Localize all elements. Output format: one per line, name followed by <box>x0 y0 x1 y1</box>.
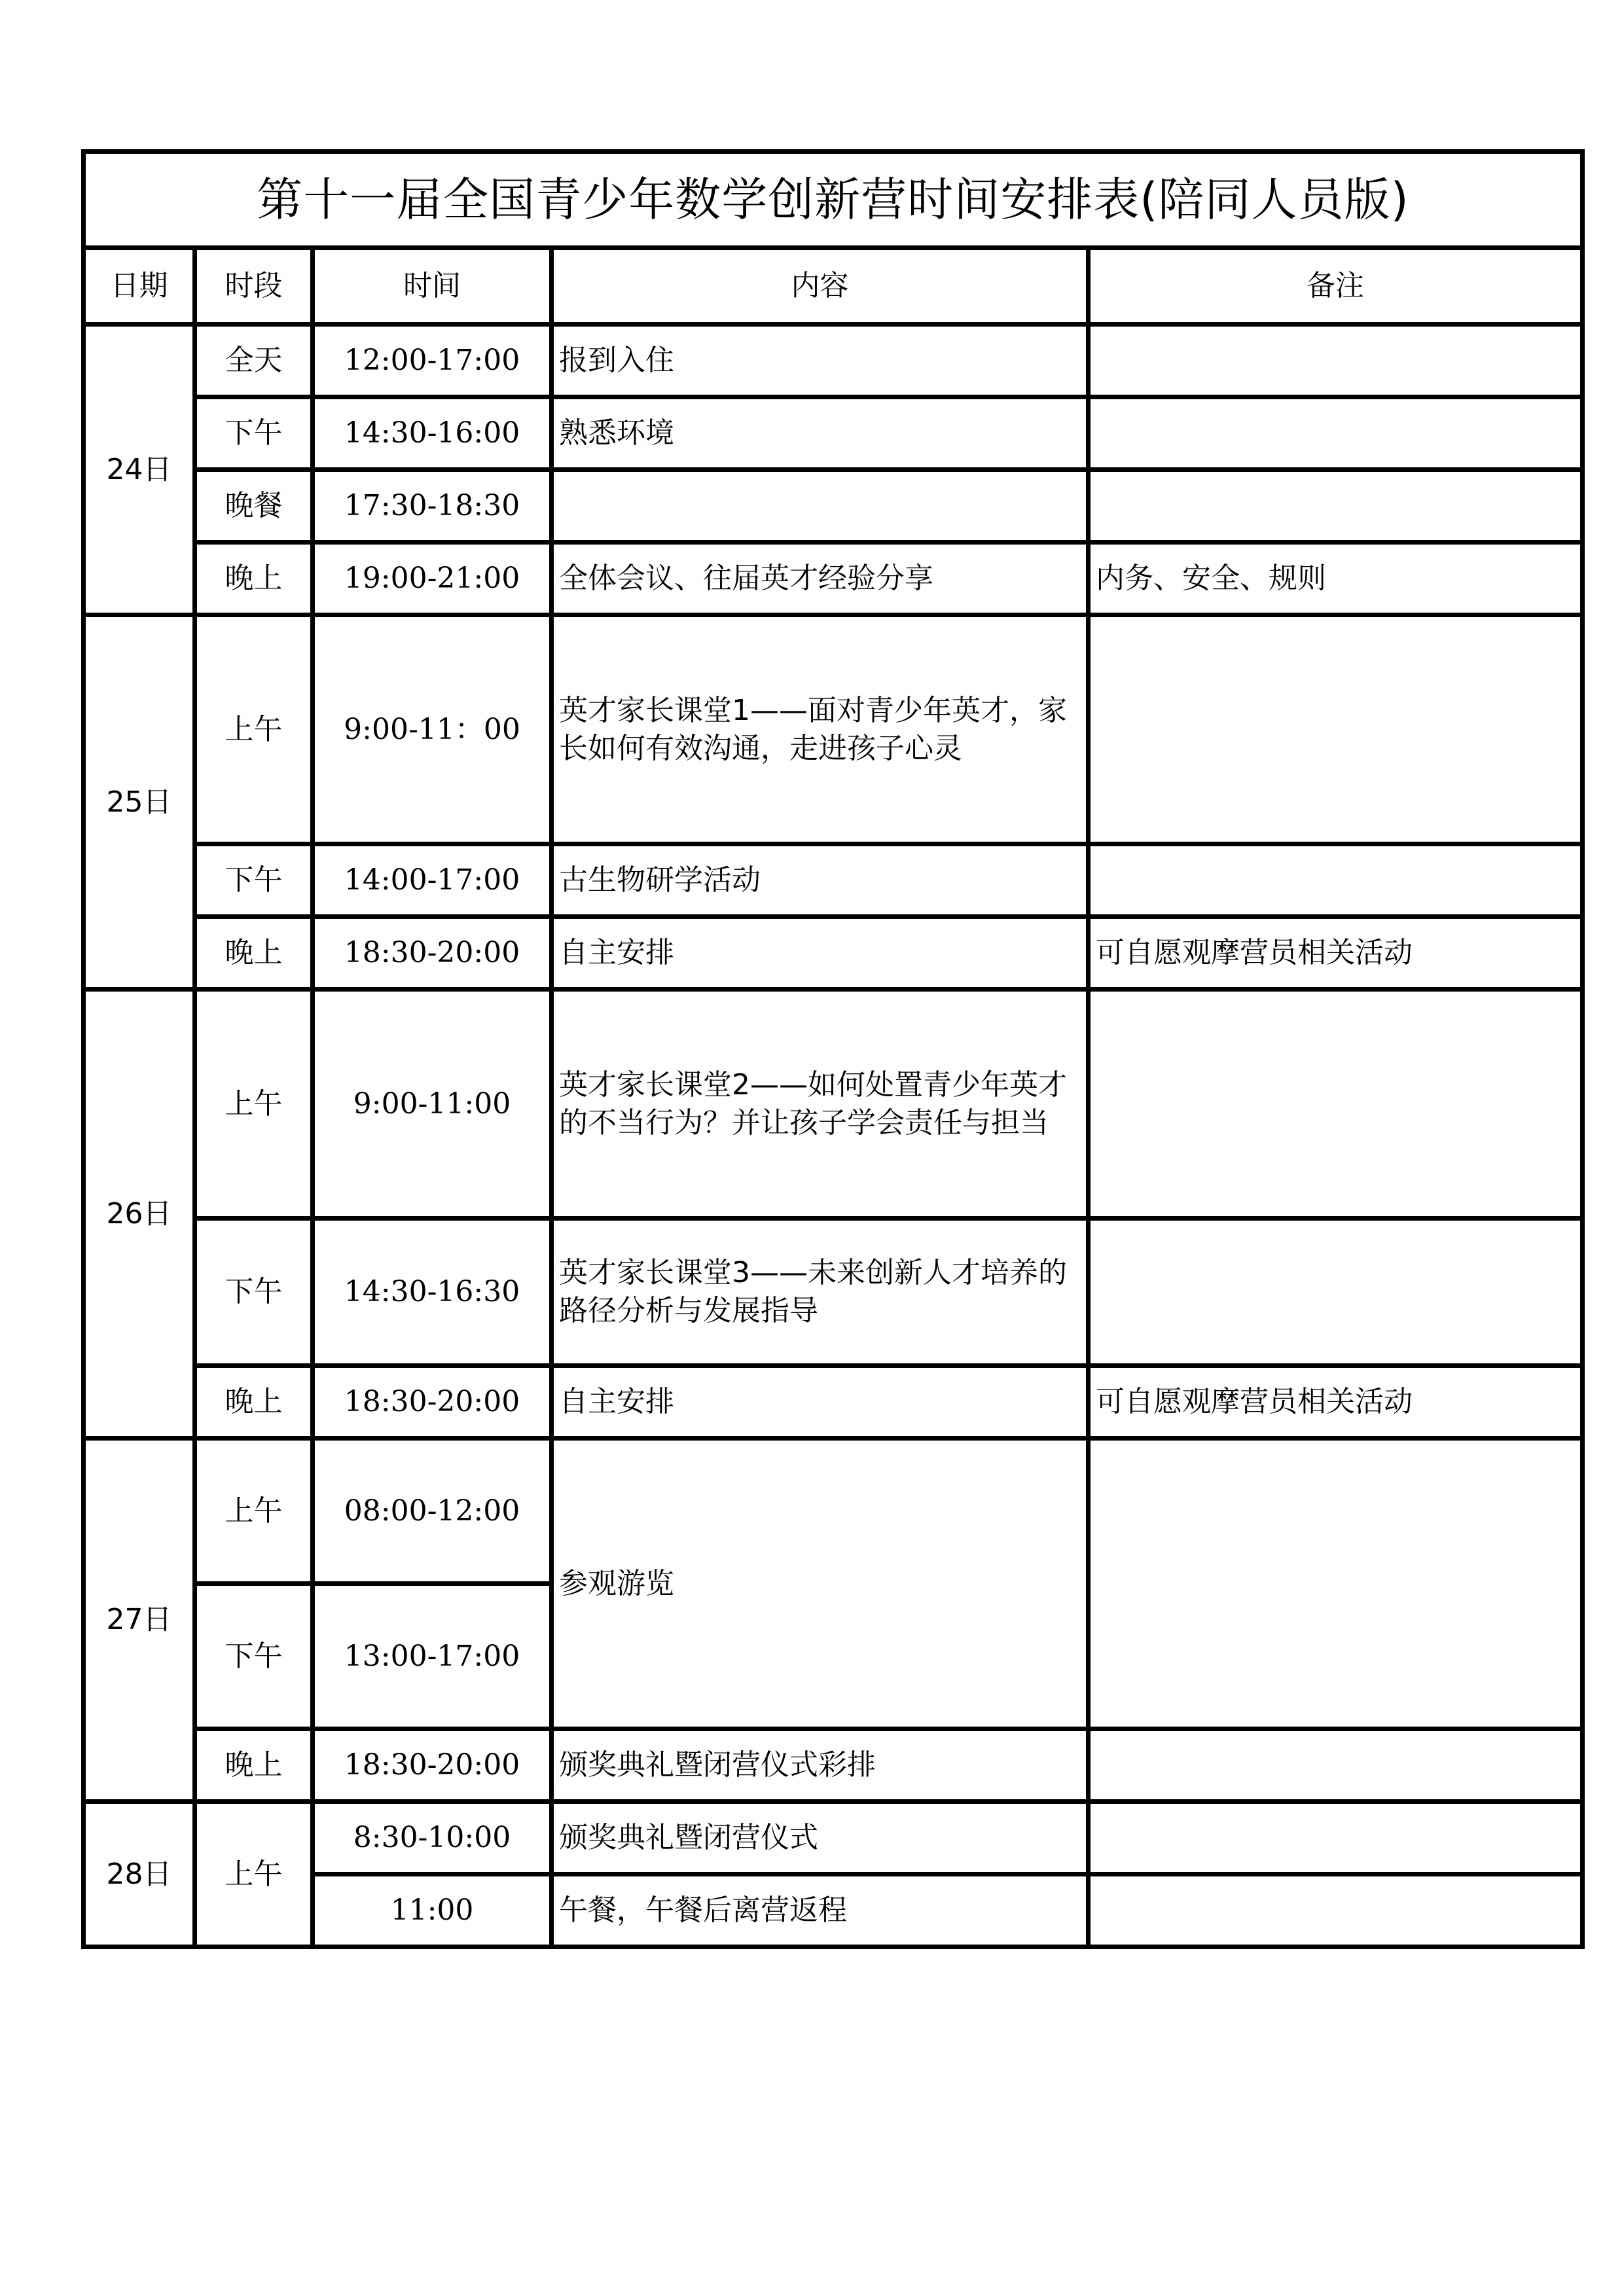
period-cell: 下午 <box>195 844 313 917</box>
date-cell-25: 25日 <box>84 615 195 990</box>
period-cell: 下午 <box>195 1219 313 1366</box>
header-period: 时段 <box>195 248 313 325</box>
content-cell: 颁奖典礼暨闭营仪式彩排 <box>552 1729 1089 1802</box>
content-cell: 报到入住 <box>552 325 1089 397</box>
content-cell-merged: 参观游览 <box>552 1439 1089 1729</box>
notes-cell <box>1089 397 1583 470</box>
schedule-table <box>81 149 1585 1949</box>
page-title: 第十一届全国青少年数学创新营时间安排表(陪同人员版) <box>84 152 1583 248</box>
period-cell: 下午 <box>195 397 313 470</box>
period-cell: 上午 <box>195 1439 313 1584</box>
period-cell-merged: 上午 <box>195 1802 313 1947</box>
content-cell: 颁奖典礼暨闭营仪式 <box>552 1802 1089 1874</box>
period-cell: 晚上 <box>195 543 313 615</box>
notes-cell <box>1089 844 1583 917</box>
header-row <box>84 248 1583 325</box>
notes-cell: 内务、安全、规则 <box>1089 543 1583 615</box>
date-cell-26: 26日 <box>84 990 195 1439</box>
table-row <box>84 397 1583 470</box>
table-row <box>84 615 1583 844</box>
table-row <box>84 1439 1583 1584</box>
header-notes: 备注 <box>1089 248 1583 325</box>
header-date: 日期 <box>84 248 195 325</box>
table-row <box>84 1366 1583 1439</box>
period-cell: 上午 <box>195 615 313 844</box>
time-cell: 14:30-16:00 <box>313 397 552 470</box>
time-cell: 17:30-18:30 <box>313 470 552 543</box>
period-cell: 晚上 <box>195 917 313 990</box>
content-cell: 古生物研学活动 <box>552 844 1089 917</box>
header-time: 时间 <box>313 248 552 325</box>
table-row <box>84 990 1583 1219</box>
table-row <box>84 470 1583 543</box>
time-cell: 11:00 <box>313 1874 552 1947</box>
notes-cell <box>1089 1874 1583 1947</box>
notes-cell <box>1089 1802 1583 1874</box>
table-row <box>84 1729 1583 1802</box>
content-cell <box>552 470 1089 543</box>
time-cell: 13:00-17:00 <box>313 1584 552 1729</box>
content-cell: 英才家长课堂1——面对青少年英才，家长如何有效沟通，走进孩子心灵 <box>552 615 1089 844</box>
notes-cell <box>1089 615 1583 844</box>
time-cell: 9:00-11：00 <box>313 615 552 844</box>
time-cell: 9:00-11:00 <box>313 990 552 1219</box>
time-cell: 12:00-17:00 <box>313 325 552 397</box>
time-cell: 19:00-21:00 <box>313 543 552 615</box>
header-content: 内容 <box>552 248 1089 325</box>
period-cell: 全天 <box>195 325 313 397</box>
content-cell: 午餐，午餐后离营返程 <box>552 1874 1089 1947</box>
time-cell: 14:30-16:30 <box>313 1219 552 1366</box>
content-cell: 熟悉环境 <box>552 397 1089 470</box>
title-row <box>84 152 1583 248</box>
notes-cell: 可自愿观摩营员相关活动 <box>1089 917 1583 990</box>
content-cell: 全体会议、往届英才经验分享 <box>552 543 1089 615</box>
period-cell: 晚上 <box>195 1729 313 1802</box>
time-cell: 18:30-20:00 <box>313 1366 552 1439</box>
time-cell: 14:00-17:00 <box>313 844 552 917</box>
time-cell: 18:30-20:00 <box>313 917 552 990</box>
notes-cell-merged <box>1089 1439 1583 1729</box>
notes-cell: 可自愿观摩营员相关活动 <box>1089 1366 1583 1439</box>
table-row <box>84 325 1583 397</box>
time-cell: 8:30-10:00 <box>313 1802 552 1874</box>
period-cell: 晚餐 <box>195 470 313 543</box>
table-row <box>84 917 1583 990</box>
date-cell-24: 24日 <box>84 325 195 615</box>
content-cell: 英才家长课堂2——如何处置青少年英才的不当行为？并让孩子学会责任与担当 <box>552 990 1089 1219</box>
content-cell: 自主安排 <box>552 1366 1089 1439</box>
table-row <box>84 1802 1583 1874</box>
table-row <box>84 543 1583 615</box>
time-cell: 18:30-20:00 <box>313 1729 552 1802</box>
notes-cell <box>1089 1219 1583 1366</box>
date-cell-27: 27日 <box>84 1439 195 1802</box>
time-cell: 08:00-12:00 <box>313 1439 552 1584</box>
period-cell: 晚上 <box>195 1366 313 1439</box>
period-cell: 上午 <box>195 990 313 1219</box>
date-cell-28: 28日 <box>84 1802 195 1947</box>
content-cell: 自主安排 <box>552 917 1089 990</box>
notes-cell <box>1089 990 1583 1219</box>
notes-cell <box>1089 470 1583 543</box>
notes-cell <box>1089 1729 1583 1802</box>
period-cell: 下午 <box>195 1584 313 1729</box>
schedule-sheet <box>81 149 1580 1949</box>
table-row <box>84 1219 1583 1366</box>
table-row <box>84 844 1583 917</box>
notes-cell <box>1089 325 1583 397</box>
content-cell: 英才家长课堂3——未来创新人才培养的路径分析与发展指导 <box>552 1219 1089 1366</box>
